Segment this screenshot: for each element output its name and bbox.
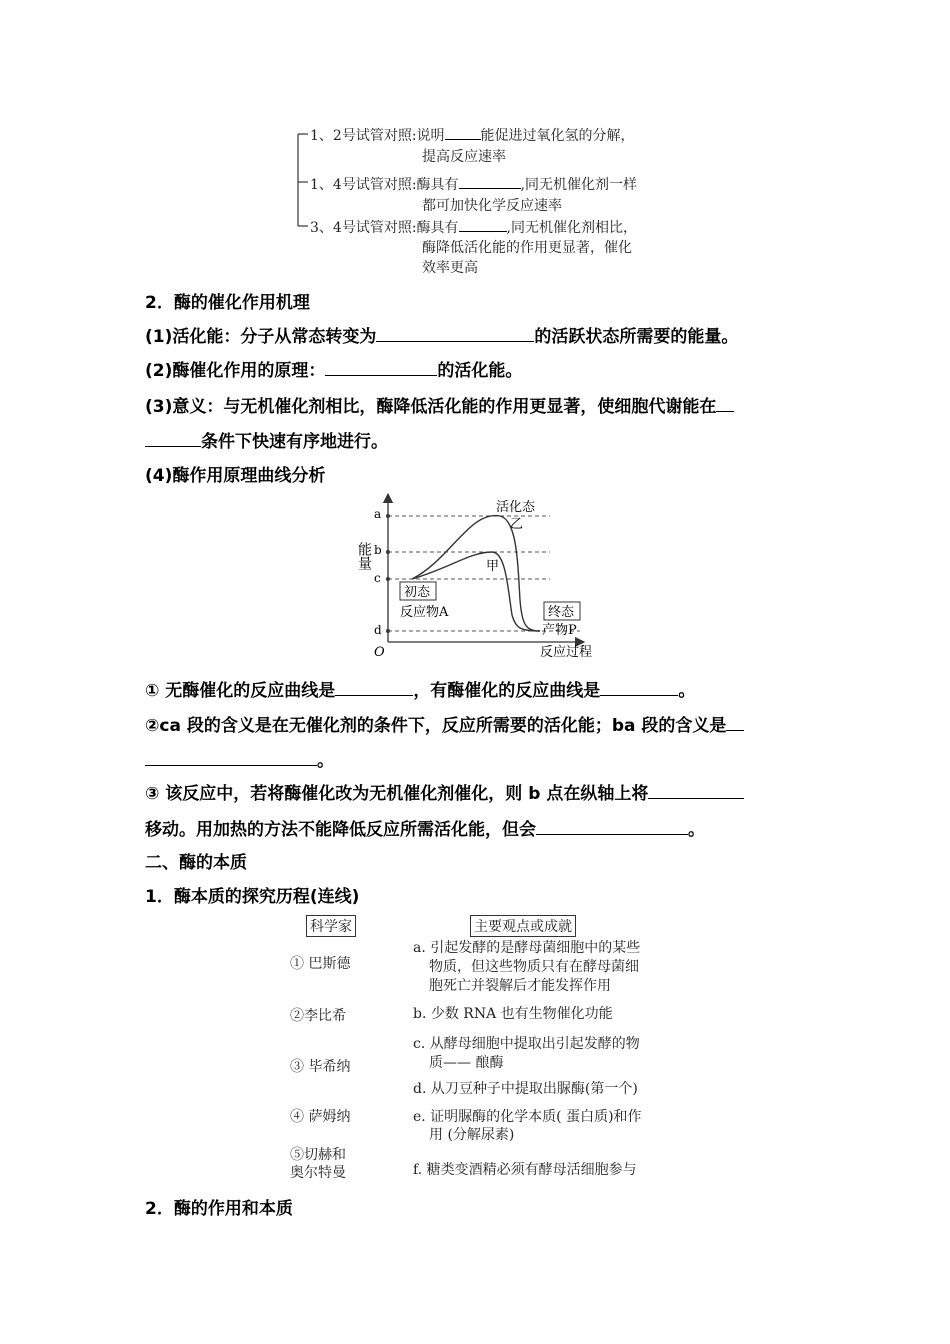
row1-label: 1、2号试管对照:	[310, 128, 417, 144]
item3-blank-a[interactable]	[716, 410, 734, 412]
mechanism-item-4: (4)酶作用原理曲线分析	[145, 466, 326, 486]
mechanism-item-3-cont	[145, 427, 388, 452]
achievement-header: 主要观点或成就	[470, 915, 576, 937]
origin-label: O	[374, 645, 385, 660]
achievement-d[interactable]: d. 从刀豆种子中提取出脲酶(第一个)	[413, 1081, 638, 1097]
row2-text-c: 都可加快化学反应速率	[422, 198, 562, 214]
item2-text-a: (2)酶催化作用的原理：	[145, 361, 326, 381]
q2-text-a: ②ca 段的含义是在无催化剂的条件下，反应所需要的活化能；ba 段的含义是	[145, 716, 727, 736]
achievement-f[interactable]: f. 糖类变酒精必须有酵母活细胞参与	[413, 1162, 637, 1178]
comparison-row-1	[310, 125, 635, 145]
row1-text-a: 说明	[416, 128, 445, 144]
nature-heading: 二、酶的本质	[145, 853, 247, 873]
y-axis-label: 能量	[356, 542, 372, 570]
mechanism-item-3	[145, 392, 734, 417]
nature-sub2: 2．酶的作用和本质	[145, 1199, 293, 1219]
q1-text-b: ，有酶催化的反应曲线是	[413, 681, 601, 701]
achievement-c-line2: 质—— 酿酶	[429, 1055, 504, 1071]
scientist-5-cont: 奥尔特曼	[290, 1165, 346, 1181]
achievement-a[interactable]: a. 引起发酵的是酵母菌细胞中的某些	[413, 940, 641, 956]
row1-blank[interactable]	[445, 138, 481, 140]
q1-blank-a[interactable]	[335, 694, 413, 696]
bracket-lines	[294, 126, 310, 236]
item1-text-b: 的活跃状态所需要的能量。	[534, 327, 739, 347]
q3-text-a: ③ 该反应中，若将酶催化改为无机催化剂催化，则 b 点在纵轴上将	[145, 784, 649, 804]
label-initial-state: 初态	[404, 585, 431, 600]
achievement-b[interactable]: b. 少数 RNA 也有生物催化功能	[413, 1006, 613, 1022]
item3-text-a: (3)意义：与无机催化剂相比，酶降低活化能的作用更显著，使细胞代谢能在	[145, 397, 717, 417]
ytick-b: b	[374, 543, 382, 557]
q1-text-c: 。	[678, 681, 696, 701]
ytick-a: a	[374, 507, 382, 521]
row2-text-a: 酶具有	[416, 177, 459, 193]
question-2-cont	[145, 746, 334, 771]
item1-text-a: (1)活化能：分子从常态转变为	[145, 327, 377, 347]
mechanism-heading: 2．酶的催化作用机理	[145, 293, 310, 313]
q1-text-a: ① 无酶催化的反应曲线是	[145, 681, 336, 701]
item2-text-b: 的活化能。	[437, 361, 523, 381]
achievement-c[interactable]: c. 从酵母细胞中提取出引起发酵的物	[413, 1036, 640, 1052]
row3-text-c: 酶降低活化能的作用更显著，催化	[422, 240, 632, 256]
comparison-row-2	[310, 174, 637, 194]
scientist-3[interactable]: ③ 毕希纳	[290, 1059, 351, 1075]
q3-text-c: 。	[688, 820, 705, 840]
row2-label: 1、4号试管对照:	[310, 177, 417, 193]
achievement-a-line2: 物质，但这些物质只有在酵母菌细	[429, 959, 639, 975]
ytick-d: d	[374, 623, 382, 637]
mechanism-item-1	[145, 322, 738, 347]
row3-text-b: ,同无机催化剂相比，	[506, 220, 637, 236]
x-axis-label: 反应过程	[540, 645, 593, 660]
label-active-state: 活化态	[496, 500, 536, 515]
row3-text-a: 酶具有	[416, 220, 459, 236]
q2-blank-a[interactable]	[726, 729, 744, 731]
scientist-2[interactable]: ②李比希	[290, 1008, 346, 1024]
achievement-a-line3: 胞死亡并裂解后才能发挥作用	[429, 978, 611, 994]
scientist-header: 科学家	[306, 915, 356, 937]
mechanism-item-2	[145, 356, 522, 381]
comparison-row-3	[310, 217, 637, 237]
row1-text-b: 能促进过氧化氢的分解，	[480, 128, 635, 144]
scientist-4[interactable]: ④ 萨姆纳	[290, 1109, 351, 1125]
q2-blank-b[interactable]	[145, 764, 317, 766]
label-curve-yi: 乙	[510, 517, 524, 532]
q2-text-b: 。	[317, 751, 334, 771]
item3-blank-b[interactable]	[145, 445, 201, 447]
label-reactant: 反应物A	[400, 605, 449, 620]
q1-blank-b[interactable]	[600, 694, 678, 696]
q3-text-b: 移动。用加热的方法不能降低反应所需活化能，但会	[145, 820, 536, 840]
ytick-c: c	[374, 571, 381, 585]
scientist-5[interactable]: ⑤切赫和	[290, 1147, 346, 1163]
label-product: 产物P	[542, 623, 577, 638]
achievement-e-line2: 用 (分解尿素)	[429, 1127, 515, 1143]
question-3-cont	[145, 815, 705, 840]
row3-text-d: 效率更高	[422, 260, 478, 276]
q3-blank-b[interactable]	[536, 833, 688, 835]
question-2	[145, 711, 744, 736]
label-curve-jia: 甲	[486, 559, 500, 574]
energy-chart	[350, 490, 610, 662]
question-1	[145, 676, 695, 701]
item1-blank[interactable]	[376, 340, 534, 342]
row3-blank[interactable]	[459, 230, 507, 232]
item2-blank[interactable]	[325, 374, 437, 376]
achievement-e[interactable]: e. 证明脲酶的化学本质( 蛋白质)和作	[413, 1109, 642, 1125]
item3-text-b: 条件下快速有序地进行。	[201, 432, 388, 452]
q3-blank-a[interactable]	[648, 797, 744, 799]
label-final-state: 终态	[548, 605, 575, 620]
question-3	[145, 779, 744, 804]
row2-text-b: ,同无机催化剂一样	[520, 177, 637, 193]
nature-sub1: 1．酶本质的探究历程(连线)	[145, 887, 360, 907]
row1-text-c: 提高反应速率	[422, 149, 506, 165]
row2-blank[interactable]	[459, 187, 521, 189]
scientist-1[interactable]: ① 巴斯德	[290, 956, 351, 972]
row3-label: 3、4号试管对照:	[310, 220, 417, 236]
